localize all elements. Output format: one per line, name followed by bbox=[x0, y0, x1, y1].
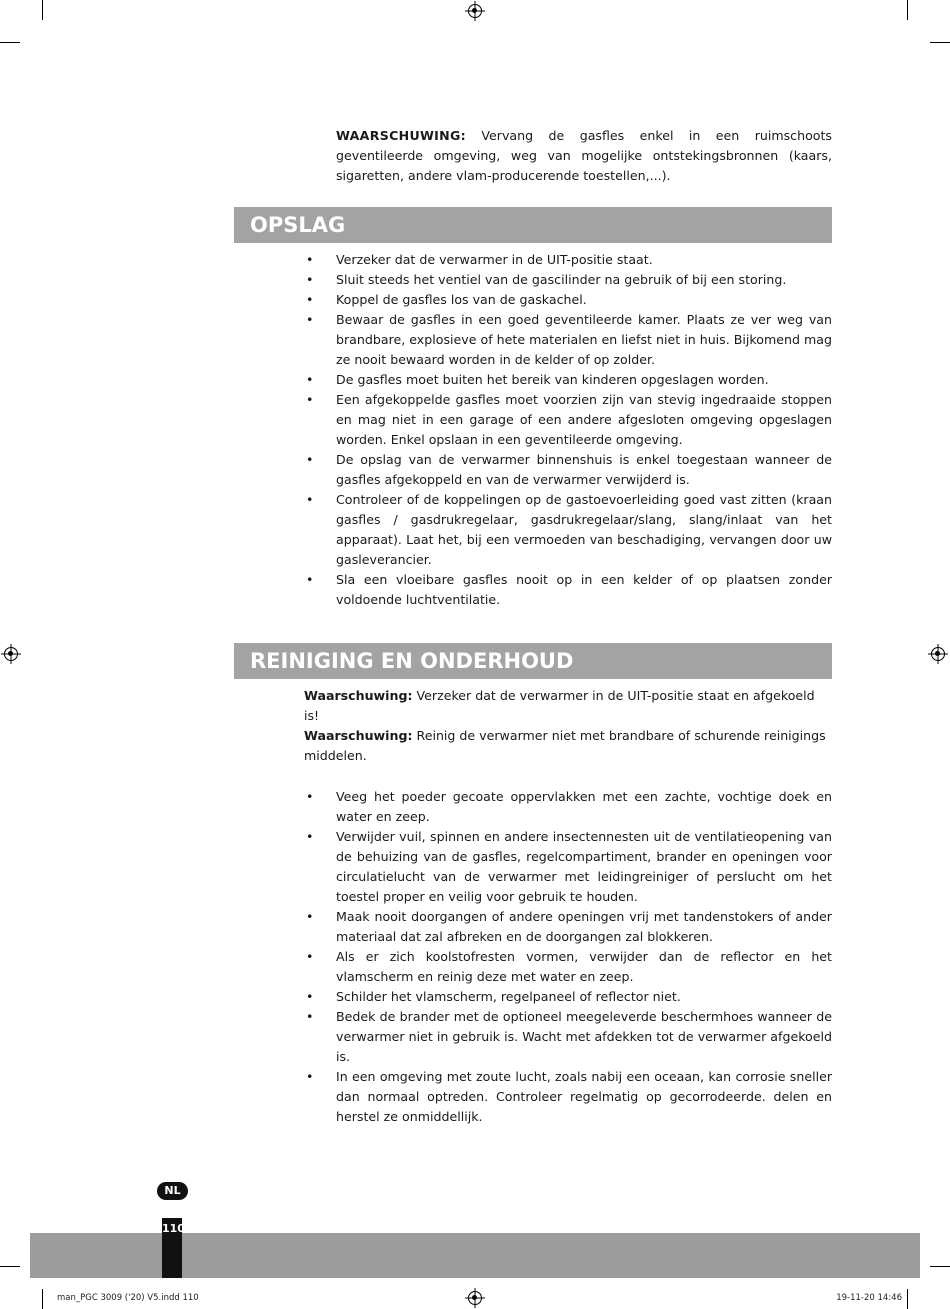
list-item: • Schilder het vlamscherm, regelpaneel of reflector niet. bbox=[304, 987, 832, 1007]
list-item: • Bewaar de gasfles in een goed geventileerde kamer. Plaats ze ver weg van brandbare, explosieve of hete materialen en liefst niet in huis. Bijkomend mag ze nooit bewaard worden in de kelder of op zolder. bbox=[304, 310, 832, 370]
page-number: 110 bbox=[162, 1218, 182, 1278]
warning-label: Waarschuwing: bbox=[304, 728, 413, 743]
warning-text: Reinig de verwarmer niet met brandbare of schurende reinigings middelen. bbox=[304, 728, 826, 763]
crop-mark bbox=[0, 42, 20, 43]
list-item: • In een omgeving met zoute lucht, zoals nabij een oceaan, kan corrosie sneller dan normaal optreden. Controleer regelmatig op gecorrodeerde. delen en herstel ze onmiddellijk. bbox=[304, 1067, 832, 1127]
list-item: • Sluit steeds het ventiel van de gascilinder na gebruik of bij een storing. bbox=[304, 270, 832, 290]
list-item: • Veeg het poeder gecoate oppervlakken met een zachte, vochtige doek en water en zeep. bbox=[304, 787, 832, 827]
crop-mark bbox=[0, 1266, 20, 1267]
list-item: • De gasfles moet buiten het bereik van kinderen opgeslagen worden. bbox=[304, 370, 832, 390]
crop-mark bbox=[930, 1266, 950, 1267]
cleaning-warning-2 bbox=[304, 726, 832, 766]
list-item: • Als er zich koolstofresten vormen, verwijder dan de reflector en het vlamscherm en reinig deze met water en zeep. bbox=[304, 947, 832, 987]
date-slug: 19-11-20 14:46 bbox=[836, 1293, 902, 1303]
section-heading-storage: OPSLAG bbox=[234, 207, 832, 243]
list-item: • Controleer of de koppelingen op de gastoevoerleiding goed vast zitten (kraan gasfles / gasdrukregelaar, gasdrukregelaar/slang, slang/inlaat van het apparaat). Laat het, bij een vermoeden van beschadiging, vervangen door uw gasleverancier. bbox=[304, 490, 832, 570]
storage-list bbox=[304, 250, 832, 610]
warning-text: Vervang de gasfles enkel in een ruimschoots geventileerde omgeving, weg van mogelijke ontstekingsbronnen (kaars, sigaretten, andere vlam-producerende toestellen,...). bbox=[336, 128, 832, 183]
cleaning-list bbox=[304, 787, 832, 1127]
list-item: • Een afgekoppelde gasfles moet voorzien zijn van stevig ingedraaide stoppen en mag niet in een garage of een andere afgesloten omgeving opgeslagen worden. Enkel opslaan in een geventileerde omgeving. bbox=[304, 390, 832, 450]
top-warning bbox=[336, 126, 832, 186]
list-item: • De opslag van de verwarmer binnenshuis is enkel toegestaan wanneer de gasfles afgekoppeld en van de verwarmer verwijderd is. bbox=[304, 450, 832, 490]
language-badge: NL bbox=[157, 1182, 188, 1200]
registration-mark-icon bbox=[4, 647, 18, 661]
crop-mark bbox=[42, 0, 43, 20]
list-item: • Sla een vloeibare gasfles nooit op in een kelder of op plaatsen zonder voldoende luchtventilatie. bbox=[304, 570, 832, 610]
file-slug: man_PGC 3009 ('20) V5.indd 110 bbox=[57, 1293, 199, 1303]
list-item: • Koppel de gasfles los van de gaskachel. bbox=[304, 290, 832, 310]
crop-mark bbox=[42, 1289, 43, 1309]
list-item: • Bedek de brander met de optioneel meegeleverde beschermhoes wanneer de verwarmer niet in gebruik is. Wacht met afdekken tot de verwarmer afgekoeld is. bbox=[304, 1007, 832, 1067]
registration-mark-icon bbox=[468, 4, 482, 18]
warning-label: Waarschuwing: bbox=[304, 688, 413, 703]
cleaning-warning-1 bbox=[304, 686, 832, 726]
crop-mark bbox=[907, 1289, 908, 1309]
registration-mark-icon bbox=[931, 647, 945, 661]
list-item: • Verwijder vuil, spinnen en andere insectennesten uit de ventilatieopening van de behuizing van de gasfles, regelcompartiment, brander en openingen voor circulatielucht van de verwarmer met leidingreiniger of perslucht om het toestel proper en veilig voor gebruik te houden. bbox=[304, 827, 832, 907]
crop-mark bbox=[907, 0, 908, 20]
section-heading-cleaning: REINIGING EN ONDERHOUD bbox=[234, 643, 832, 679]
list-item: • Verzeker dat de verwarmer in de UIT-positie staat. bbox=[304, 250, 832, 270]
warning-label: WAARSCHUWING: bbox=[336, 128, 466, 143]
warning-text: Verzeker dat de verwarmer in de UIT-positie staat en afgekoeld is! bbox=[304, 688, 815, 723]
crop-mark bbox=[930, 42, 950, 43]
list-item: • Maak nooit doorgangen of andere openingen vrij met tandenstokers of ander materiaal dat zal afbreken en de doorgangen zal blokkeren. bbox=[304, 907, 832, 947]
registration-mark-icon bbox=[468, 1291, 482, 1305]
